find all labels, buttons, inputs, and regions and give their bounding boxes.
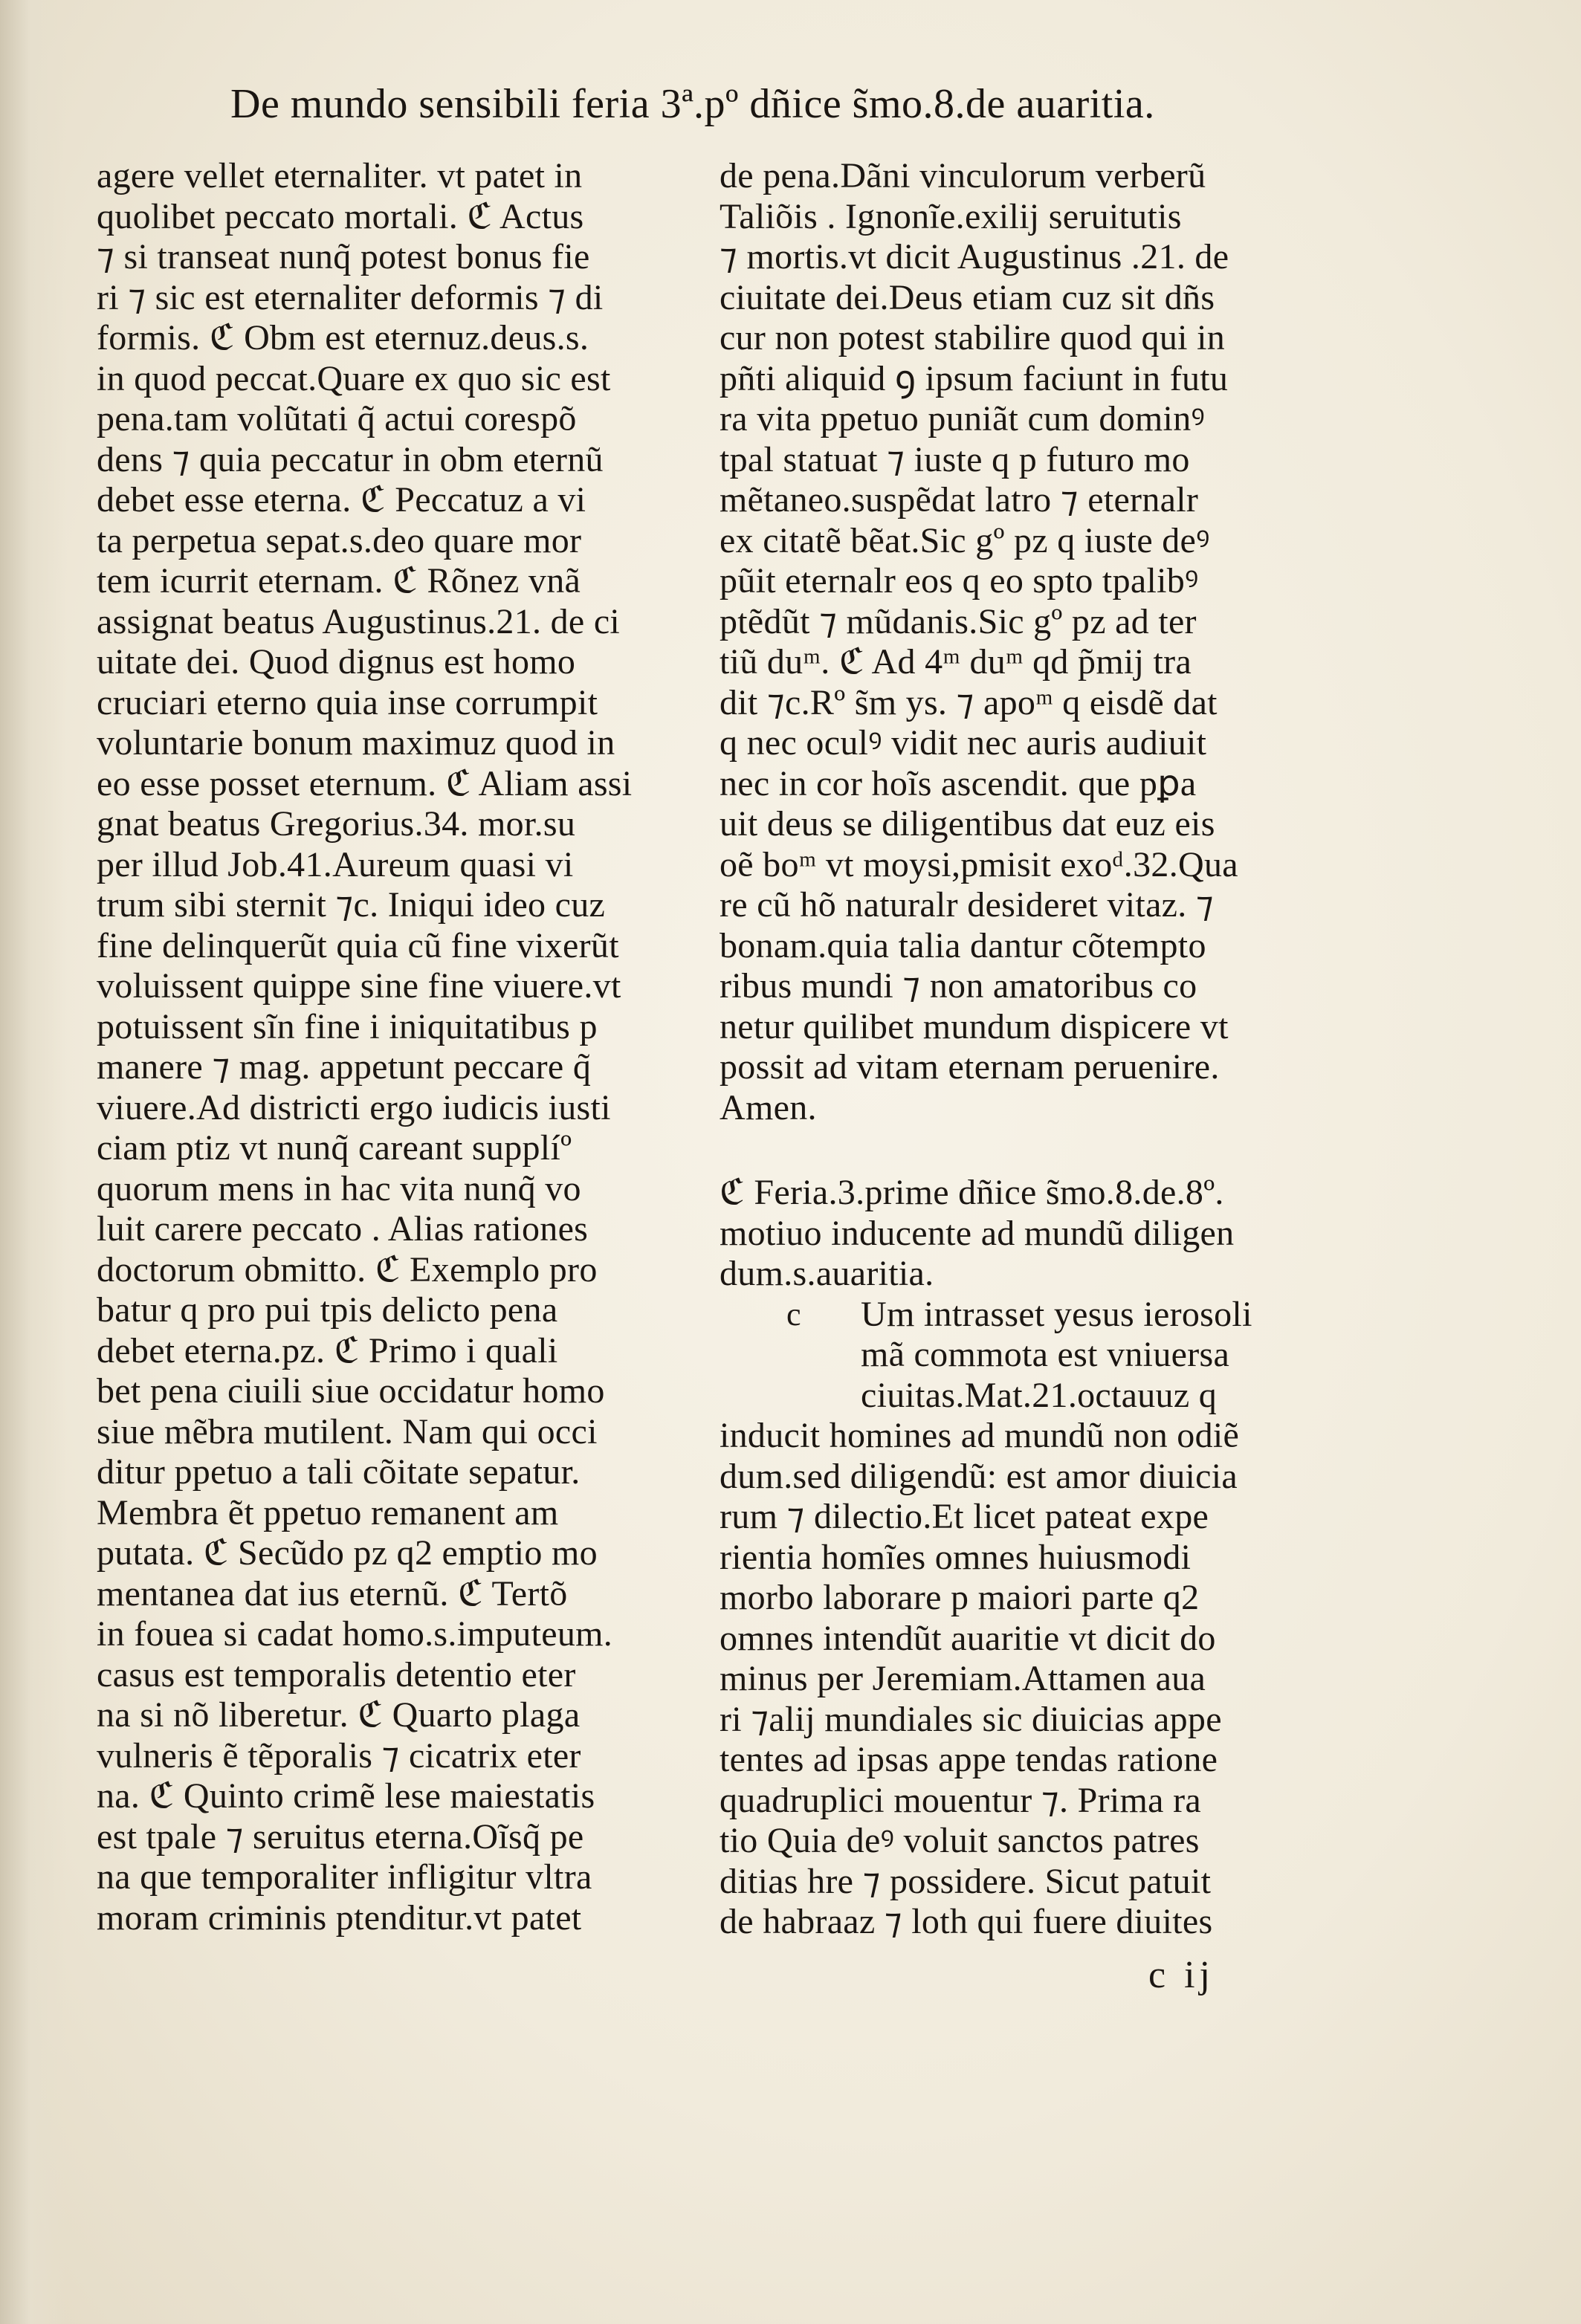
text-line: Taliõis . Ignonĩe.exilij seruitutis: [720, 196, 1182, 236]
initial-letter: c: [786, 1295, 801, 1333]
text-line: ditur ppetuo a tali cõitate sepatur.: [97, 1452, 581, 1492]
text-line: na si nõ liberetur. ℭ Quarto plaga: [97, 1695, 581, 1735]
heading-line: motiuo inducente ad mundũ diligen: [720, 1213, 1235, 1253]
text-line: Amen.: [720, 1087, 817, 1127]
text-line: pũit eternalr eos q eo spto tpalibꝰ: [720, 561, 1199, 601]
text-line: ptẽdũt ⁊ mũdanis.Sic gº pz ad ter: [720, 601, 1197, 641]
text-line: ta perpetua sepat.s.deo quare mor: [97, 520, 582, 560]
text-line: in fouea si cadat homo.s.imputeum.: [97, 1614, 613, 1654]
text-line: pñti aliquid ꝯ ipsum faciunt in futu: [720, 358, 1229, 398]
text-line: ciuitas.Mat.21.octauuz q: [861, 1375, 1218, 1415]
text-line: ciam ptiz vt nunq̃ careant supplíº: [97, 1128, 572, 1168]
text-line: voluntarie bonum maximuz quod in: [97, 723, 615, 763]
text-line: pena.tam volũtati q̃ actui corespõ: [97, 399, 577, 438]
text-line: ra vita ppetuo puniãt cum dominꝰ: [720, 399, 1206, 438]
text-line: fine delinquerũt quia cũ fine vixerũt: [97, 925, 619, 965]
text-line: Um intrasset yesus ierosoli: [861, 1294, 1252, 1334]
text-line: ribus mundi ⁊ non amatoribus co: [720, 966, 1197, 1006]
text-line: in quod peccat.Quare ex quo sic est: [97, 358, 611, 398]
text-line: rientia homĩes omnes huiusmodi: [720, 1537, 1192, 1577]
text-line: manere ⁊ mag. appetunt peccare q̃: [97, 1047, 592, 1087]
gutter-shadow: [0, 0, 67, 2324]
text-line: uit deus se diligentibus dat euz eis: [720, 804, 1215, 844]
text-line: ri ⁊ sic est eternaliter deformis ⁊ di: [97, 277, 604, 317]
text-line: mẽtaneo.suspẽdat latro ⁊ eternalr: [720, 480, 1199, 519]
text-line: ditias hre ⁊ possidere. Sicut patuit: [720, 1861, 1212, 1901]
text-line: est tpale ⁊ seruitus eterna.Oĩsq̃ pe: [97, 1816, 584, 1857]
text-line: tiũ duᵐ. ℭ Ad 4ᵐ duᵐ qd p̃mij tra: [720, 642, 1192, 682]
text-line: netur quilibet mundum dispicere vt: [720, 1006, 1229, 1046]
text-line: formis. ℭ Obm est eternuz.deus.s.: [97, 318, 589, 357]
text-line: doctorum obmitto. ℭ Exemplo pro: [97, 1249, 598, 1289]
right-column: [720, 156, 1314, 1943]
text-line: na que temporaliter infligitur vltra: [97, 1857, 592, 1897]
text-line: dit ⁊c.Rº s̃m ys. ⁊ apoᵐ q eisdẽ dat: [720, 682, 1218, 722]
text-line: batur q pro pui tpis delicto pena: [97, 1290, 558, 1330]
text-line: nec in cor hoĩs ascendit. que pꝑa: [720, 763, 1197, 803]
text-line: ex citatẽ bẽat.Sic gº pz q iuste deꝰ: [720, 520, 1210, 560]
text-line: voluissent quippe sine fine viuere.vt: [97, 966, 621, 1006]
signature-mark: c ij: [1148, 1954, 1215, 1996]
right-column-body-text: [720, 1416, 1314, 1943]
text-line: de pena.Dãni vinculorum verberũ: [720, 156, 1206, 195]
text-line: potuissent sĩn fine i iniquitatibus p: [97, 1006, 598, 1046]
text-line: ri ⁊alij mundiales sic diuicias appe: [720, 1699, 1222, 1739]
right-column-top-text: [720, 156, 1314, 1128]
text-line: ciuitate dei.Deus etiam cuz sit dñs: [720, 277, 1215, 317]
text-line: dum.sed diligendũ: est amor diuicia: [720, 1456, 1238, 1496]
text-line: debet esse eterna. ℭ Peccatuz a vi: [97, 480, 586, 519]
text-line: quadruplici mouentur ⁊. Prima ra: [720, 1780, 1201, 1820]
text-line: mã commota est vniuersa: [861, 1335, 1230, 1374]
text-line: bet pena ciuili siue occidatur homo: [97, 1371, 605, 1411]
text-line: quolibet peccato mortali. ℭ Actus: [97, 196, 584, 236]
text-line: per illud Job.41.Aureum quasi vi: [97, 844, 574, 884]
text-line: gnat beatus Gregorius.34. mor.su: [97, 804, 576, 844]
text-line: assignat beatus Augustinus.21. de ci: [97, 601, 621, 641]
text-line: bonam.quia talia dantur cõtempto: [720, 925, 1206, 965]
text-line: oẽ boᵐ vt moysi,pmisit exoᵈ.32.Qua: [720, 844, 1238, 884]
text-line: uitate dei. Quod dignus est homo: [97, 642, 576, 682]
text-line: morbo laborare p maiori parte q2: [720, 1578, 1200, 1617]
text-line: casus est temporalis detentio eter: [97, 1654, 576, 1695]
text-line: eo esse posset eternum. ℭ Aliam assi: [97, 763, 633, 803]
text-line: tio Quia deꝰ voluit sanctos patres: [720, 1821, 1200, 1860]
text-line: re cũ hõ naturalr desideret vitaz. ⁊: [720, 885, 1215, 925]
initial-block: [720, 1295, 1314, 1417]
text-line: quorum mens in hac vita nunq̃ vo: [97, 1168, 581, 1208]
text-line: omnes intendũt auaritie vt dicit do: [720, 1618, 1216, 1658]
text-line: siue mẽbra mutilent. Nam qui occi: [97, 1411, 598, 1451]
text-line: trum sibi sternit ⁊c. Iniqui ideo cuz: [97, 885, 606, 925]
text-line: na. ℭ Quinto crimẽ lese maiestatis: [97, 1776, 595, 1816]
text-line: cur non potest stabilire quod qui in: [720, 318, 1226, 357]
text-line: agere vellet eternaliter. vt patet in: [97, 156, 583, 195]
text-line: moram criminis ptenditur.vt patet: [97, 1897, 582, 1938]
text-line: rum ⁊ dilectio.Et licet pateat expe: [720, 1497, 1209, 1536]
text-line: tpal statuat ⁊ iuste q p futuro mo: [720, 439, 1190, 479]
left-column: [97, 156, 691, 1938]
text-line: putata. ℭ Secũdo pz q2 emptio mo: [97, 1533, 598, 1573]
text-line: inducit homines ad mundũ non odiẽ: [720, 1416, 1240, 1455]
text-line: q nec oculꝰ vidit nec auris audiuit: [720, 723, 1207, 763]
text-line: Membra ẽt ppetuo remanent am: [97, 1492, 559, 1532]
heading-line: ℭ Feria.3.prime dñice s̃mo.8.de.8º.: [720, 1173, 1224, 1212]
text-line: debet eterna.pz. ℭ Primo i quali: [97, 1330, 558, 1370]
running-head: De mundo sensibili feria 3ª.pº dñice s̃mo.8.de auaritia.: [230, 81, 1155, 127]
text-line: minus per Jeremiam.Attamen aua: [720, 1659, 1206, 1698]
text-line: viuere.Ad districti ergo iudicis iusti: [97, 1087, 611, 1127]
text-line: cruciari eterno quia inse corrumpit: [97, 682, 598, 722]
text-line: ⁊ si transeat nunq̃ potest bonus fie: [97, 237, 590, 276]
text-line: possit ad vitam eternam peruenire.: [720, 1047, 1220, 1087]
text-line: luit carere peccato . Alias rationes: [97, 1209, 589, 1249]
text-line: tem icurrit eternam. ℭ Rõnez vnã: [97, 561, 581, 601]
text-line: tentes ad ipsas appe tendas ratione: [720, 1740, 1218, 1779]
text-line: mentanea dat ius eternũ. ℭ Tertõ: [97, 1573, 568, 1613]
heading-line: dum.s.auaritia.: [720, 1254, 934, 1293]
text-line: ⁊ mortis.vt dicit Augustinus .21. de: [720, 237, 1229, 276]
text-line: de habraaz ⁊ loth qui fuere diuites: [720, 1902, 1213, 1941]
section-heading: [720, 1173, 1314, 1295]
text-line: dens ⁊ quia peccatur in obm eternũ: [97, 439, 604, 479]
text-line: vulneris ẽ tẽporalis ⁊ cicatrix eter: [97, 1735, 581, 1776]
